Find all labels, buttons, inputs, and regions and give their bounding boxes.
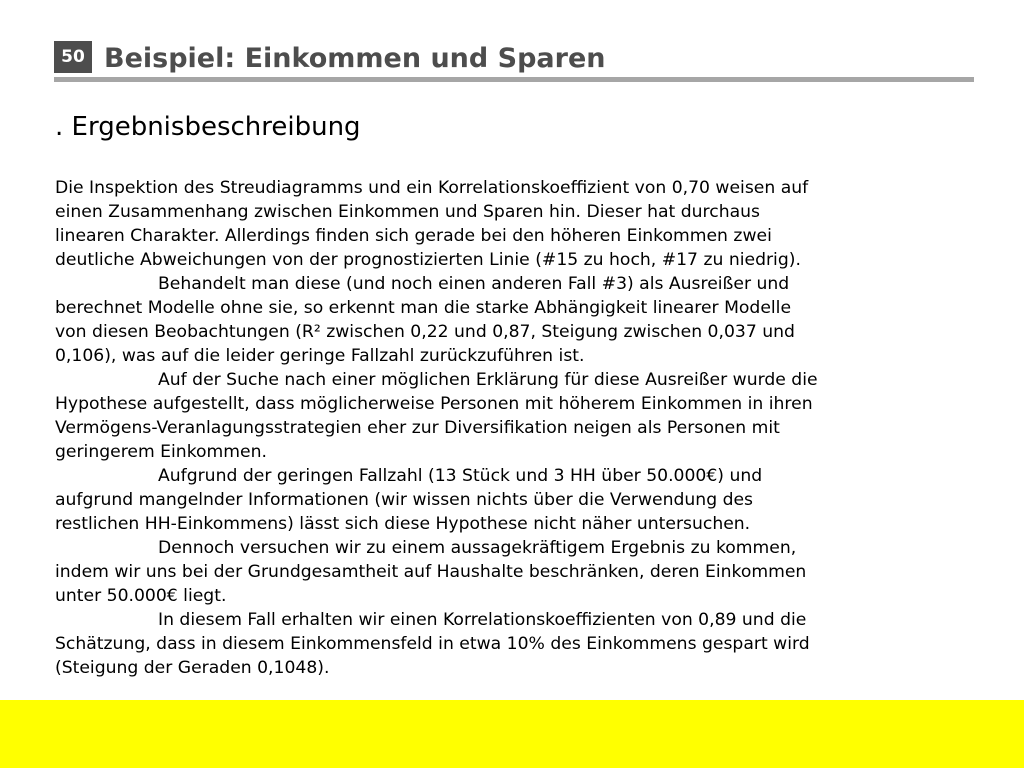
text-line: aufgrund mangelnder Informationen (wir wissen nichts über die Verwendung des: [55, 490, 754, 510]
text-line: Behandelt man diese (und noch einen anderen Fall #3) als Ausreißer und: [158, 274, 790, 294]
text-line: Schätzung, dass in diesem Einkommensfeld in etwa 10% des Einkommens gespart wird: [55, 634, 810, 654]
text-line: restlichen HH-Einkommens) lässt sich diese Hypothese nicht näher untersuchen.: [55, 514, 751, 534]
footer-bar: [0, 700, 1024, 768]
text-line: unter 50.000€ liegt.: [55, 586, 227, 606]
body-text: [55, 176, 965, 680]
slide-title: Beispiel: Einkommen und Sparen: [104, 43, 606, 74]
paragraph-3: [55, 368, 965, 464]
paragraph-6: [55, 608, 965, 680]
text-line: (Steigung der Geraden 0,1048).: [55, 658, 330, 678]
text-line: indem wir uns bei der Grundgesamtheit auf Haushalte beschränken, deren Einkommen: [55, 562, 807, 582]
text-line: von diesen Beobachtungen (R² zwischen 0,22 und 0,87, Steigung zwischen 0,037 und: [55, 322, 795, 342]
text-line: Die Inspektion des Streudiagramms und ein Korrelationskoeffizient von 0,70 weisen auf: [55, 178, 809, 198]
text-line: Dennoch versuchen wir zu einem aussagekräftigem Ergebnis zu kommen,: [158, 538, 797, 558]
text-line: 0,106), was auf die leider geringe Fallzahl zurückzuführen ist.: [55, 346, 585, 366]
text-line: In diesem Fall erhalten wir einen Korrelationskoeffizienten von 0,89 und die: [158, 610, 807, 630]
paragraph-4: [55, 464, 965, 536]
title-divider: [54, 77, 974, 82]
slide-number-badge: 50: [54, 41, 92, 73]
text-line: Aufgrund der geringen Fallzahl (13 Stück und 3 HH über 50.000€) und: [158, 466, 763, 486]
section-heading: . Ergebnisbeschreibung: [55, 112, 361, 142]
text-line: Auf der Suche nach einer möglichen Erklärung für diese Ausreißer wurde die: [158, 370, 818, 390]
text-line: linearen Charakter. Allerdings finden sich gerade bei den höheren Einkommen zwei: [55, 226, 772, 246]
text-line: geringerem Einkommen.: [55, 442, 267, 462]
text-line: Hypothese aufgestellt, dass möglicherweise Personen mit höherem Einkommen in ihren: [55, 394, 813, 414]
text-line: berechnet Modelle ohne sie, so erkennt man die starke Abhängigkeit linearer Modelle: [55, 298, 792, 318]
paragraph-2: [55, 272, 965, 368]
paragraph-1: [55, 176, 965, 272]
text-line: deutliche Abweichungen von der prognostizierten Linie (#15 zu hoch, #17 zu niedrig).: [55, 250, 801, 270]
paragraph-5: [55, 536, 965, 608]
text-line: einen Zusammenhang zwischen Einkommen und Sparen hin. Dieser hat durchaus: [55, 202, 760, 222]
text-line: Vermögens-Veranlagungsstrategien eher zur Diversifikation neigen als Personen mit: [55, 418, 780, 438]
